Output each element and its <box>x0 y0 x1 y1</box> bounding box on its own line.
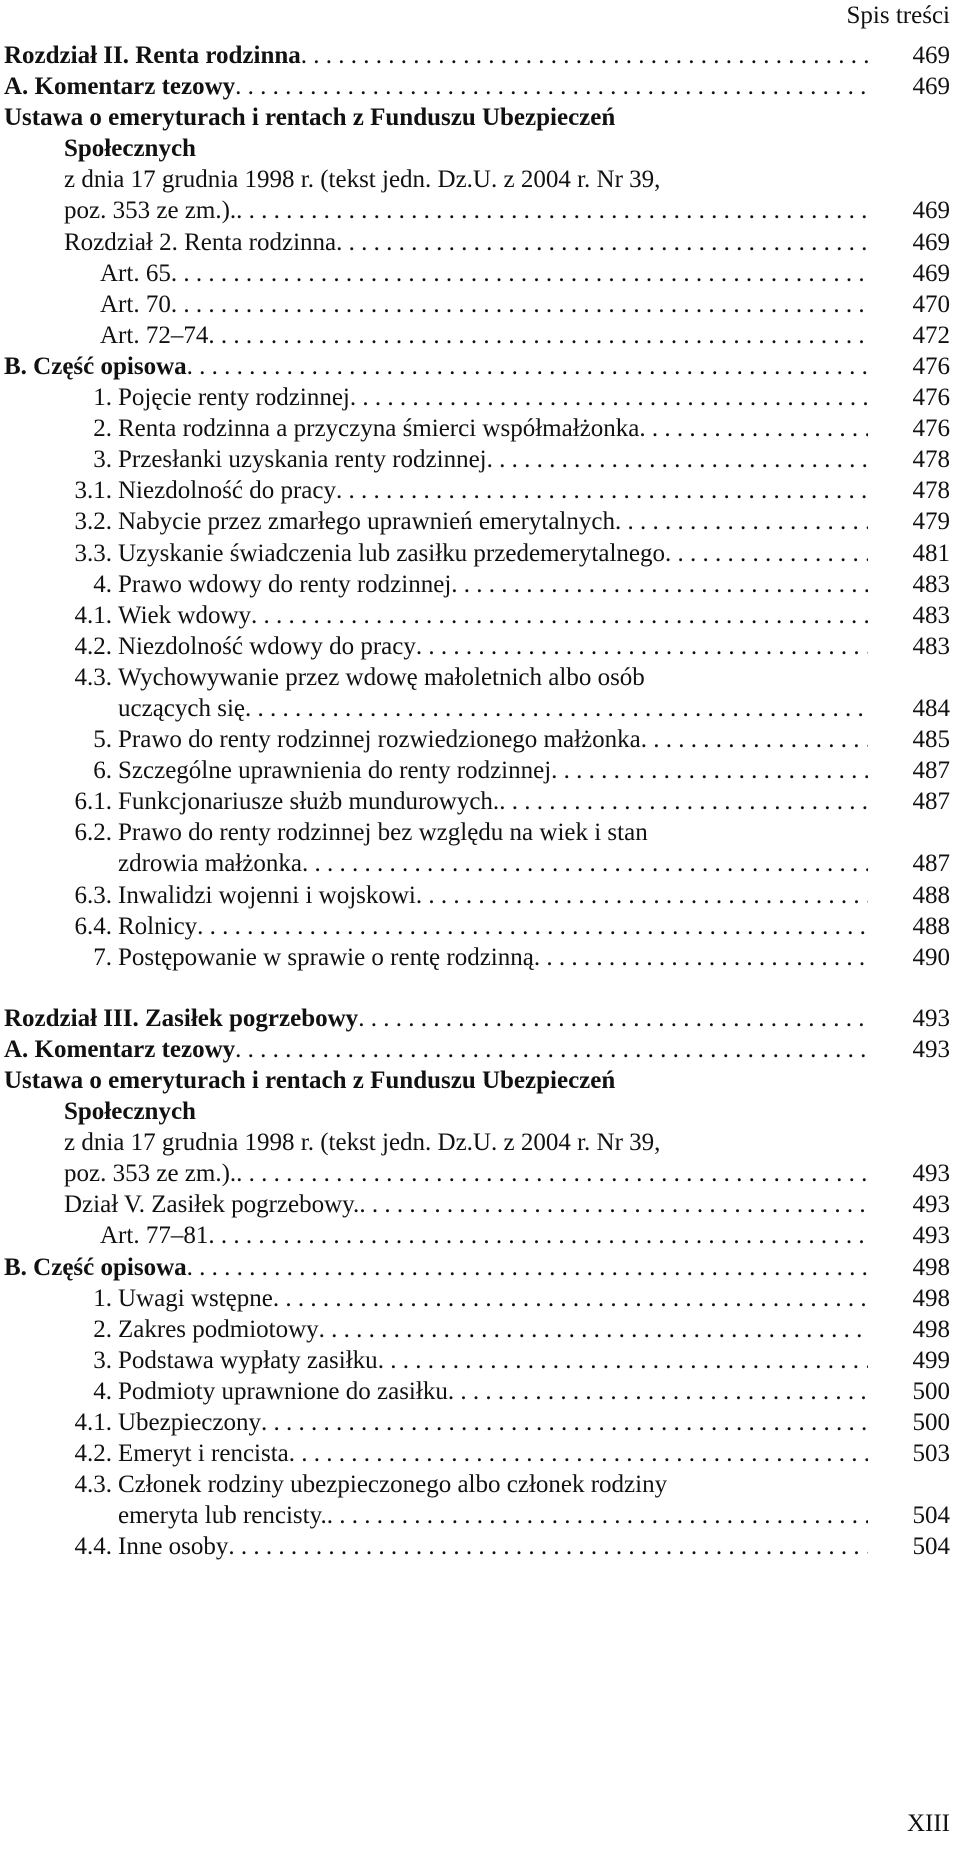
toc-entry[interactable] <box>0 258 960 289</box>
toc-entry-number: 1. <box>93 384 112 412</box>
toc-page-number: 500 <box>912 1409 950 1437</box>
dot-leader <box>534 942 868 973</box>
toc-entry[interactable] <box>0 911 960 942</box>
toc-entry-title: Zakres podmiotowy <box>118 1315 319 1343</box>
dot-leader <box>245 693 868 724</box>
toc-entry[interactable] <box>0 1003 960 1034</box>
dot-leader <box>197 911 868 942</box>
toc-entry[interactable] <box>0 1220 960 1251</box>
toc-entry[interactable] <box>0 786 960 817</box>
toc-page-number: 469 <box>912 259 950 287</box>
toc-entry-number: 6.3. <box>74 881 112 909</box>
toc-entry-title: Niezdolność wdowy do pracy <box>118 632 416 660</box>
toc-entry-title: Ustawa o emeryturach i rentach z Funduszu Ubezpieczeń <box>4 1067 616 1094</box>
toc-entry-title: Funkcjonariusze służb mundurowych. <box>118 788 500 816</box>
toc-entry-title: Inwalidzi wojenni i wojskowi <box>118 881 416 909</box>
dot-leader <box>378 1345 868 1376</box>
toc-entry[interactable] <box>0 1531 960 1562</box>
toc-entry-title: Nabycie przez zmarłego uprawnień emerytalnych <box>118 508 615 536</box>
toc-page-number: 476 <box>912 415 950 443</box>
toc-entry[interactable] <box>0 1252 960 1283</box>
toc-entry-title: Wiek wdowy <box>118 601 251 629</box>
dot-leader <box>236 1158 868 1189</box>
toc-entry[interactable] <box>0 724 960 755</box>
toc-entry[interactable] <box>0 600 960 631</box>
toc-entry-number: 6.4. <box>74 912 112 940</box>
toc-entry[interactable] <box>0 382 960 413</box>
toc-entry[interactable] <box>0 1407 960 1438</box>
toc-entry-number: 7. <box>93 943 112 971</box>
toc-entry[interactable] <box>0 71 960 102</box>
toc-entry[interactable] <box>0 1065 960 1096</box>
dot-leader <box>665 538 868 569</box>
toc-entry-title: A. Komentarz tezowy <box>4 73 236 101</box>
dot-leader <box>171 289 868 320</box>
toc-page-number: 487 <box>912 850 950 878</box>
toc-entry[interactable] <box>0 102 960 133</box>
toc-entry[interactable] <box>0 320 960 351</box>
toc-page-number: 493 <box>912 1035 950 1063</box>
dot-leader <box>641 724 868 755</box>
toc-page-number: 483 <box>912 632 950 660</box>
toc-entry-title: Uwagi wstępne <box>118 1284 273 1312</box>
toc-entry-title: Inne osoby <box>118 1533 229 1561</box>
toc-entry-number: 3.3. <box>74 539 112 567</box>
toc-entry[interactable] <box>0 662 960 724</box>
toc-entry-title-continued: emeryta lub rencisty. <box>118 1502 327 1530</box>
toc-entry[interactable] <box>0 444 960 475</box>
toc-entry-title: Rolnicy <box>118 912 198 940</box>
toc-page-number: 476 <box>912 384 950 412</box>
table-of-contents <box>0 40 960 1563</box>
toc-entry-title: Wychowywanie przez wdowę małoletnich albo osób <box>118 663 645 691</box>
toc-entry-title: Przesłanki uzyskania renty rodzinnej <box>118 446 487 474</box>
toc-page-number: 485 <box>912 726 950 754</box>
dot-leader <box>187 1252 868 1283</box>
toc-entry-number: 3. <box>93 446 112 474</box>
toc-entry-number: 4.1. <box>74 601 112 629</box>
toc-entry-title: B. Część opisowa <box>4 1253 187 1281</box>
toc-entry-title: poz. 353 ze zm.). <box>64 197 237 225</box>
toc-entry[interactable] <box>0 538 960 569</box>
toc-page-number: 478 <box>912 477 950 505</box>
toc-entry-number: 6. <box>93 757 112 785</box>
toc-entry-number: 3.2. <box>74 508 112 536</box>
toc-entry-number: 4. <box>93 1377 112 1405</box>
dot-leader <box>448 1376 868 1407</box>
dot-leader <box>639 413 868 444</box>
toc-entry[interactable] <box>0 569 960 600</box>
toc-entry[interactable] <box>0 1127 960 1158</box>
toc-entry[interactable] <box>0 817 960 879</box>
dot-leader <box>487 444 868 475</box>
toc-entry[interactable] <box>0 1314 960 1345</box>
toc-page-number: 470 <box>912 290 950 318</box>
dot-leader <box>319 1314 868 1345</box>
toc-page-number: 484 <box>912 694 950 722</box>
dot-leader <box>273 1283 868 1314</box>
dot-leader <box>187 351 868 382</box>
toc-entry-title: Prawo do renty rodzinnej rozwiedzionego małżonka <box>118 726 641 754</box>
dot-leader <box>451 569 868 600</box>
toc-entry-title: Społecznych <box>64 135 196 163</box>
toc-page-number: 493 <box>912 1004 950 1032</box>
toc-page-number: 498 <box>912 1315 950 1343</box>
section-gap <box>0 973 960 1003</box>
toc-entry[interactable] <box>0 880 960 911</box>
toc-entry-title: Podmioty uprawnione do zasiłku <box>118 1377 448 1405</box>
toc-entry-title: Dział V. Zasiłek pogrzebowy. <box>64 1191 360 1219</box>
toc-entry-title: Szczególne uprawnienia do renty rodzinnej <box>118 757 552 785</box>
toc-page-number: 490 <box>912 943 950 971</box>
toc-entry-number: 2. <box>93 415 112 443</box>
toc-entry[interactable] <box>0 1438 960 1469</box>
toc-entry-title: Niezdolność do pracy <box>118 477 336 505</box>
dot-leader <box>208 320 868 351</box>
dot-leader <box>251 600 868 631</box>
toc-entry-title: Rozdział 2. Renta rodzinna <box>64 228 337 256</box>
toc-entry[interactable] <box>0 1283 960 1314</box>
toc-entry-number: 3. <box>93 1346 112 1374</box>
dot-leader <box>235 71 868 102</box>
toc-entry-title: Członek rodziny ubezpieczonego albo członek rodziny <box>118 1471 668 1499</box>
dot-leader <box>171 258 868 289</box>
toc-entry[interactable] <box>0 1376 960 1407</box>
toc-page-number: 493 <box>912 1160 950 1188</box>
toc-entry-number: 6.2. <box>74 819 112 847</box>
dot-leader <box>336 475 868 506</box>
toc-page-number: 478 <box>912 446 950 474</box>
toc-entry[interactable] <box>0 351 960 382</box>
toc-entry[interactable] <box>0 227 960 258</box>
toc-entry-title: Ustawa o emeryturach i rentach z Funduszu Ubezpieczeń <box>4 104 616 132</box>
toc-entry-number: 4.2. <box>74 1440 112 1468</box>
toc-entry[interactable] <box>0 1345 960 1376</box>
toc-entry[interactable] <box>0 164 960 195</box>
toc-page-number: 469 <box>912 197 950 225</box>
toc-entry-number: 4.3. <box>74 663 112 691</box>
toc-page-number: 481 <box>912 539 950 567</box>
toc-page-number: 504 <box>912 1502 950 1530</box>
toc-entry-number: 4.2. <box>74 632 112 660</box>
toc-entry-title: Pojęcie renty rodzinnej <box>118 384 350 412</box>
dot-leader <box>302 848 868 879</box>
dot-leader <box>236 195 868 226</box>
toc-page-number: 500 <box>912 1377 950 1405</box>
toc-entry[interactable] <box>0 755 960 786</box>
toc-entry-number: 6.1. <box>74 788 112 816</box>
toc-entry-title: Uzyskanie świadczenia lub zasiłku przedemerytalnego <box>118 539 665 567</box>
toc-page-number: 483 <box>912 570 950 598</box>
toc-entry-number: 4.3. <box>74 1471 112 1499</box>
toc-entry-title: Art. 77–81 <box>100 1222 209 1250</box>
toc-page-number: 488 <box>912 912 950 940</box>
toc-entry[interactable] <box>0 1158 960 1189</box>
toc-entry[interactable] <box>0 133 960 164</box>
toc-entry[interactable] <box>0 40 960 71</box>
dot-leader <box>235 1034 868 1065</box>
toc-entry-title: z dnia 17 grudnia 1998 r. (tekst jedn. Dz.U. z 2004 r. Nr 39, <box>64 166 661 194</box>
toc-entry[interactable] <box>0 413 960 444</box>
dot-leader <box>359 1189 868 1220</box>
toc-entry-number: 4.1. <box>74 1409 112 1437</box>
dot-leader <box>416 631 868 662</box>
dot-leader <box>289 1438 868 1469</box>
toc-page-number: 476 <box>912 352 950 380</box>
toc-entry-number: 5. <box>93 726 112 754</box>
toc-entry[interactable] <box>0 631 960 662</box>
toc-entry-title: Postępowanie w sprawie o rentę rodzinną <box>118 943 534 971</box>
toc-page-number: 479 <box>912 508 950 536</box>
toc-page-number: 493 <box>912 1222 950 1250</box>
toc-entry-title: Rozdział II. Renta rodzinna <box>4 42 301 69</box>
toc-page-number: 498 <box>912 1253 950 1281</box>
toc-page-number: 499 <box>912 1346 950 1374</box>
toc-page-number: 498 <box>912 1284 950 1312</box>
toc-entry-number: 3.1. <box>74 477 112 505</box>
toc-entry[interactable] <box>0 1034 960 1065</box>
running-header: Spis treści <box>846 2 950 29</box>
dot-leader <box>499 786 868 817</box>
dot-leader <box>261 1407 868 1438</box>
toc-entry[interactable] <box>0 195 960 226</box>
toc-entry-title: Ubezpieczony <box>118 1409 261 1437</box>
toc-page-number: 493 <box>912 1191 950 1219</box>
toc-entry[interactable] <box>0 1469 960 1531</box>
toc-entry[interactable] <box>0 289 960 320</box>
dot-leader <box>228 1531 868 1562</box>
toc-entry-title: Prawo do renty rodzinnej bez względu na wiek i stan <box>118 819 648 847</box>
dot-leader <box>615 506 868 537</box>
page-number: XIII <box>906 1810 950 1837</box>
toc-entry-number: 4. <box>93 570 112 598</box>
toc-entry-title: poz. 353 ze zm.). <box>64 1160 237 1188</box>
toc-entry[interactable] <box>0 942 960 973</box>
toc-entry-title-continued: zdrowia małżonka <box>118 850 302 878</box>
toc-entry[interactable] <box>0 506 960 537</box>
toc-entry-title: Emeryt i rencista <box>118 1440 289 1468</box>
dot-leader <box>301 40 868 71</box>
dot-leader <box>358 1003 868 1034</box>
dot-leader <box>208 1220 868 1251</box>
toc-page-number: 469 <box>912 42 950 69</box>
toc-page-number: 487 <box>912 788 950 816</box>
toc-page-number: 488 <box>912 881 950 909</box>
toc-entry-title: z dnia 17 grudnia 1998 r. (tekst jedn. Dz.U. z 2004 r. Nr 39, <box>64 1129 661 1157</box>
toc-page-number: 483 <box>912 601 950 629</box>
toc-page-number: 504 <box>912 1533 950 1561</box>
toc-page-number: 472 <box>912 321 950 349</box>
toc-entry-title: Podstawa wypłaty zasiłku <box>118 1346 378 1374</box>
toc-entry-title: Prawo wdowy do renty rodzinnej <box>118 570 452 598</box>
toc-entry-title: Art. 72–74 <box>100 321 209 349</box>
toc-entry-title: Art. 70 <box>100 290 171 318</box>
toc-entry-title: Społecznych <box>64 1098 196 1126</box>
toc-entry-title: Art. 65 <box>100 259 171 287</box>
toc-entry[interactable] <box>0 1096 960 1127</box>
toc-page-number: 469 <box>912 73 950 101</box>
toc-entry-title: Rozdział III. Zasiłek pogrzebowy <box>4 1004 359 1032</box>
dot-leader <box>327 1500 868 1531</box>
toc-entry[interactable] <box>0 475 960 506</box>
toc-entry-number: 4.4. <box>74 1533 112 1561</box>
toc-entry-number: 1. <box>93 1284 112 1312</box>
toc-page-number: 503 <box>912 1440 950 1468</box>
toc-entry[interactable] <box>0 1189 960 1220</box>
toc-page-number: 469 <box>912 228 950 256</box>
dot-leader <box>551 755 868 786</box>
dot-leader <box>350 382 868 413</box>
toc-entry-title: B. Część opisowa <box>4 352 187 380</box>
dot-leader <box>416 880 868 911</box>
dot-leader <box>336 227 868 258</box>
toc-entry-title: A. Komentarz tezowy <box>4 1035 236 1063</box>
toc-page-number: 487 <box>912 757 950 785</box>
toc-entry-number: 2. <box>93 1315 112 1343</box>
toc-entry-title-continued: uczących się <box>118 694 246 722</box>
toc-entry-title: Renta rodzinna a przyczyna śmierci współmałżonka <box>118 415 640 443</box>
